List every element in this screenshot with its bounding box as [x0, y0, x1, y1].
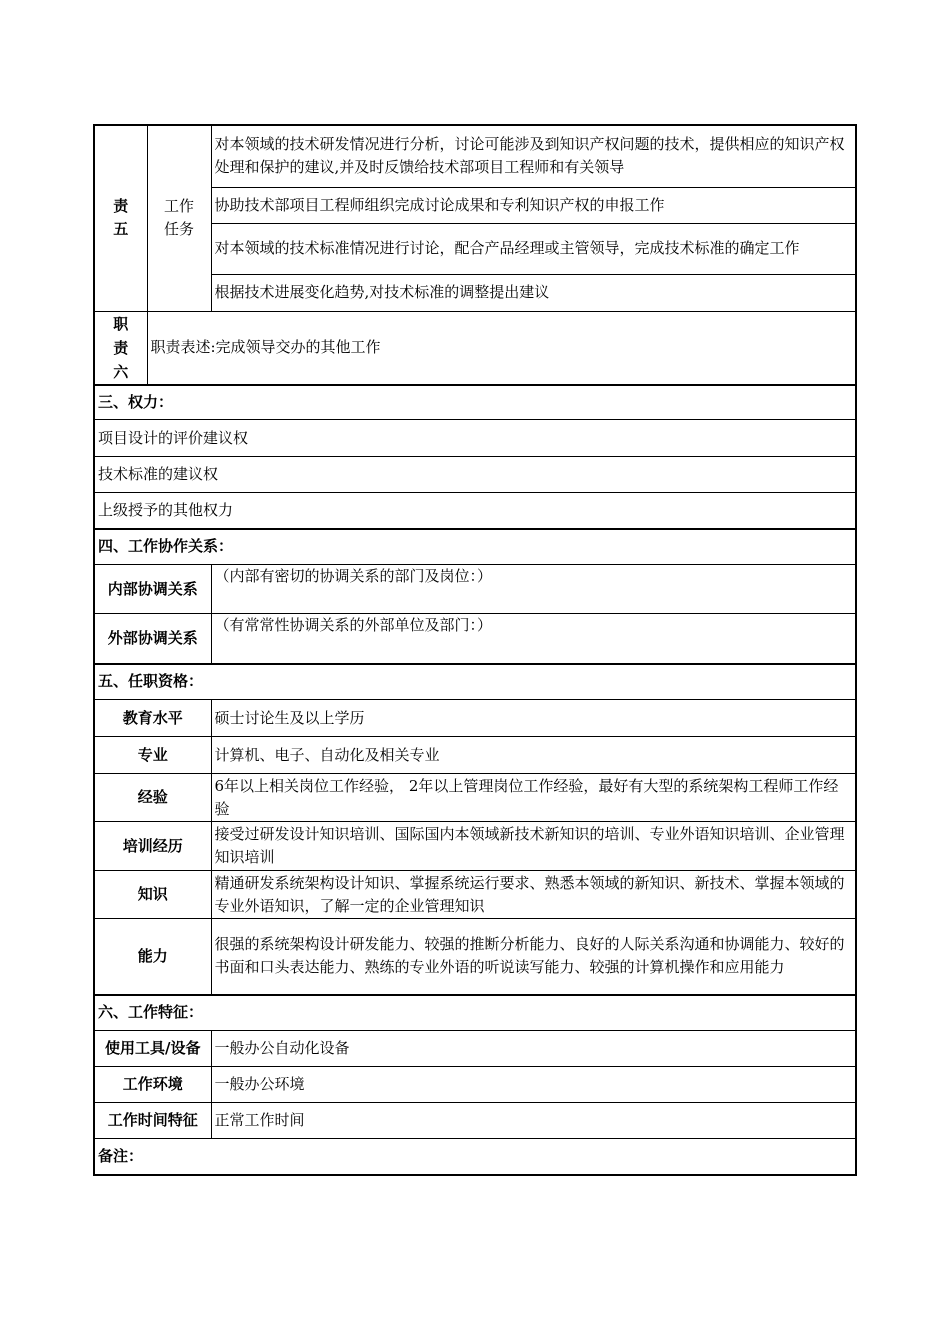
qualification-value: 精通研发系统架构设计知识、掌握系统运行要求、熟悉本领域的新知识、新技术、掌握本领域的专业外语知识，了解一定的企业管理知识	[211, 871, 856, 919]
duty5-task-label: 工作 任务	[147, 125, 211, 311]
qualification-label: 经验	[94, 774, 211, 822]
external-relations-label: 外部协调关系	[94, 614, 211, 664]
relations-title: 四、工作协作关系：	[94, 529, 856, 565]
qualification-label: 能力	[94, 919, 211, 995]
duty5-task-1: 对本领域的技术研发情况进行分析，讨论可能涉及到知识产权问题的技术，提供相应的知识产权处理和保护的建议,并及时反馈给技术部项目工程师和有关领导	[211, 125, 856, 187]
duty5-label: 责 五	[94, 125, 147, 311]
qualification-value: 接受过研发设计知识培训、国际国内本领域新技术新知识的培训、专业外语知识培训、企业管理知识培训	[211, 822, 856, 871]
qualification-value: 硕士讨论生及以上学历	[211, 700, 856, 737]
duty6-text: 职责表述:完成领导交办的其他工作	[147, 311, 856, 385]
duties-table	[93, 124, 857, 386]
powers-table	[93, 384, 857, 530]
qualifications-title: 五、任职资格：	[94, 664, 856, 700]
qualification-label: 专业	[94, 737, 211, 774]
qualification-label: 教育水平	[94, 700, 211, 737]
remarks-label: 备注：	[94, 1139, 856, 1175]
duty5-task-2: 协助技术部项目工程师组织完成讨论成果和专利知识产权的申报工作	[211, 187, 856, 223]
power-item: 上级授予的其他权力	[94, 493, 856, 529]
internal-relations-text: （内部有密切的协调关系的部门及岗位：）	[211, 565, 856, 614]
qualification-label: 培训经历	[94, 822, 211, 871]
powers-title: 三、权力：	[94, 385, 856, 420]
qualifications-table	[93, 663, 857, 996]
qualification-value: 6年以上相关岗位工作经验， 2年以上管理岗位工作经验，最好有大型的系统架构工程师工作经验	[211, 774, 856, 822]
job-description-document	[93, 124, 857, 1176]
feature-value: 一般办公自动化设备	[211, 1031, 856, 1067]
relations-table	[93, 528, 857, 665]
feature-label: 工作时间特征	[94, 1103, 211, 1139]
duty5-task-4: 根据技术进展变化趋势,对技术标准的调整提出建议	[211, 274, 856, 311]
duty5-task-3: 对本领域的技术标准情况进行讨论，配合产品经理或主管领导，完成技术标准的确定工作	[211, 223, 856, 274]
features-title: 六、工作特征：	[94, 995, 856, 1031]
feature-label: 工作环境	[94, 1067, 211, 1103]
external-relations-text: （有常常性协调关系的外部单位及部门：）	[211, 614, 856, 664]
power-item: 技术标准的建议权	[94, 457, 856, 493]
feature-value: 一般办公环境	[211, 1067, 856, 1103]
feature-value: 正常工作时间	[211, 1103, 856, 1139]
qualification-label: 知识	[94, 871, 211, 919]
qualification-value: 很强的系统架构设计研发能力、较强的推断分析能力、良好的人际关系沟通和协调能力、较好的书面和口头表达能力、熟练的专业外语的听说读写能力、较强的计算机操作和应用能力	[211, 919, 856, 995]
power-item: 项目设计的评价建议权	[94, 420, 856, 457]
qualification-value: 计算机、电子、自动化及相关专业	[211, 737, 856, 774]
duty6-label: 职 责 六	[94, 311, 147, 385]
feature-label: 使用工具/设备	[94, 1031, 211, 1067]
internal-relations-label: 内部协调关系	[94, 565, 211, 614]
features-table	[93, 994, 857, 1176]
